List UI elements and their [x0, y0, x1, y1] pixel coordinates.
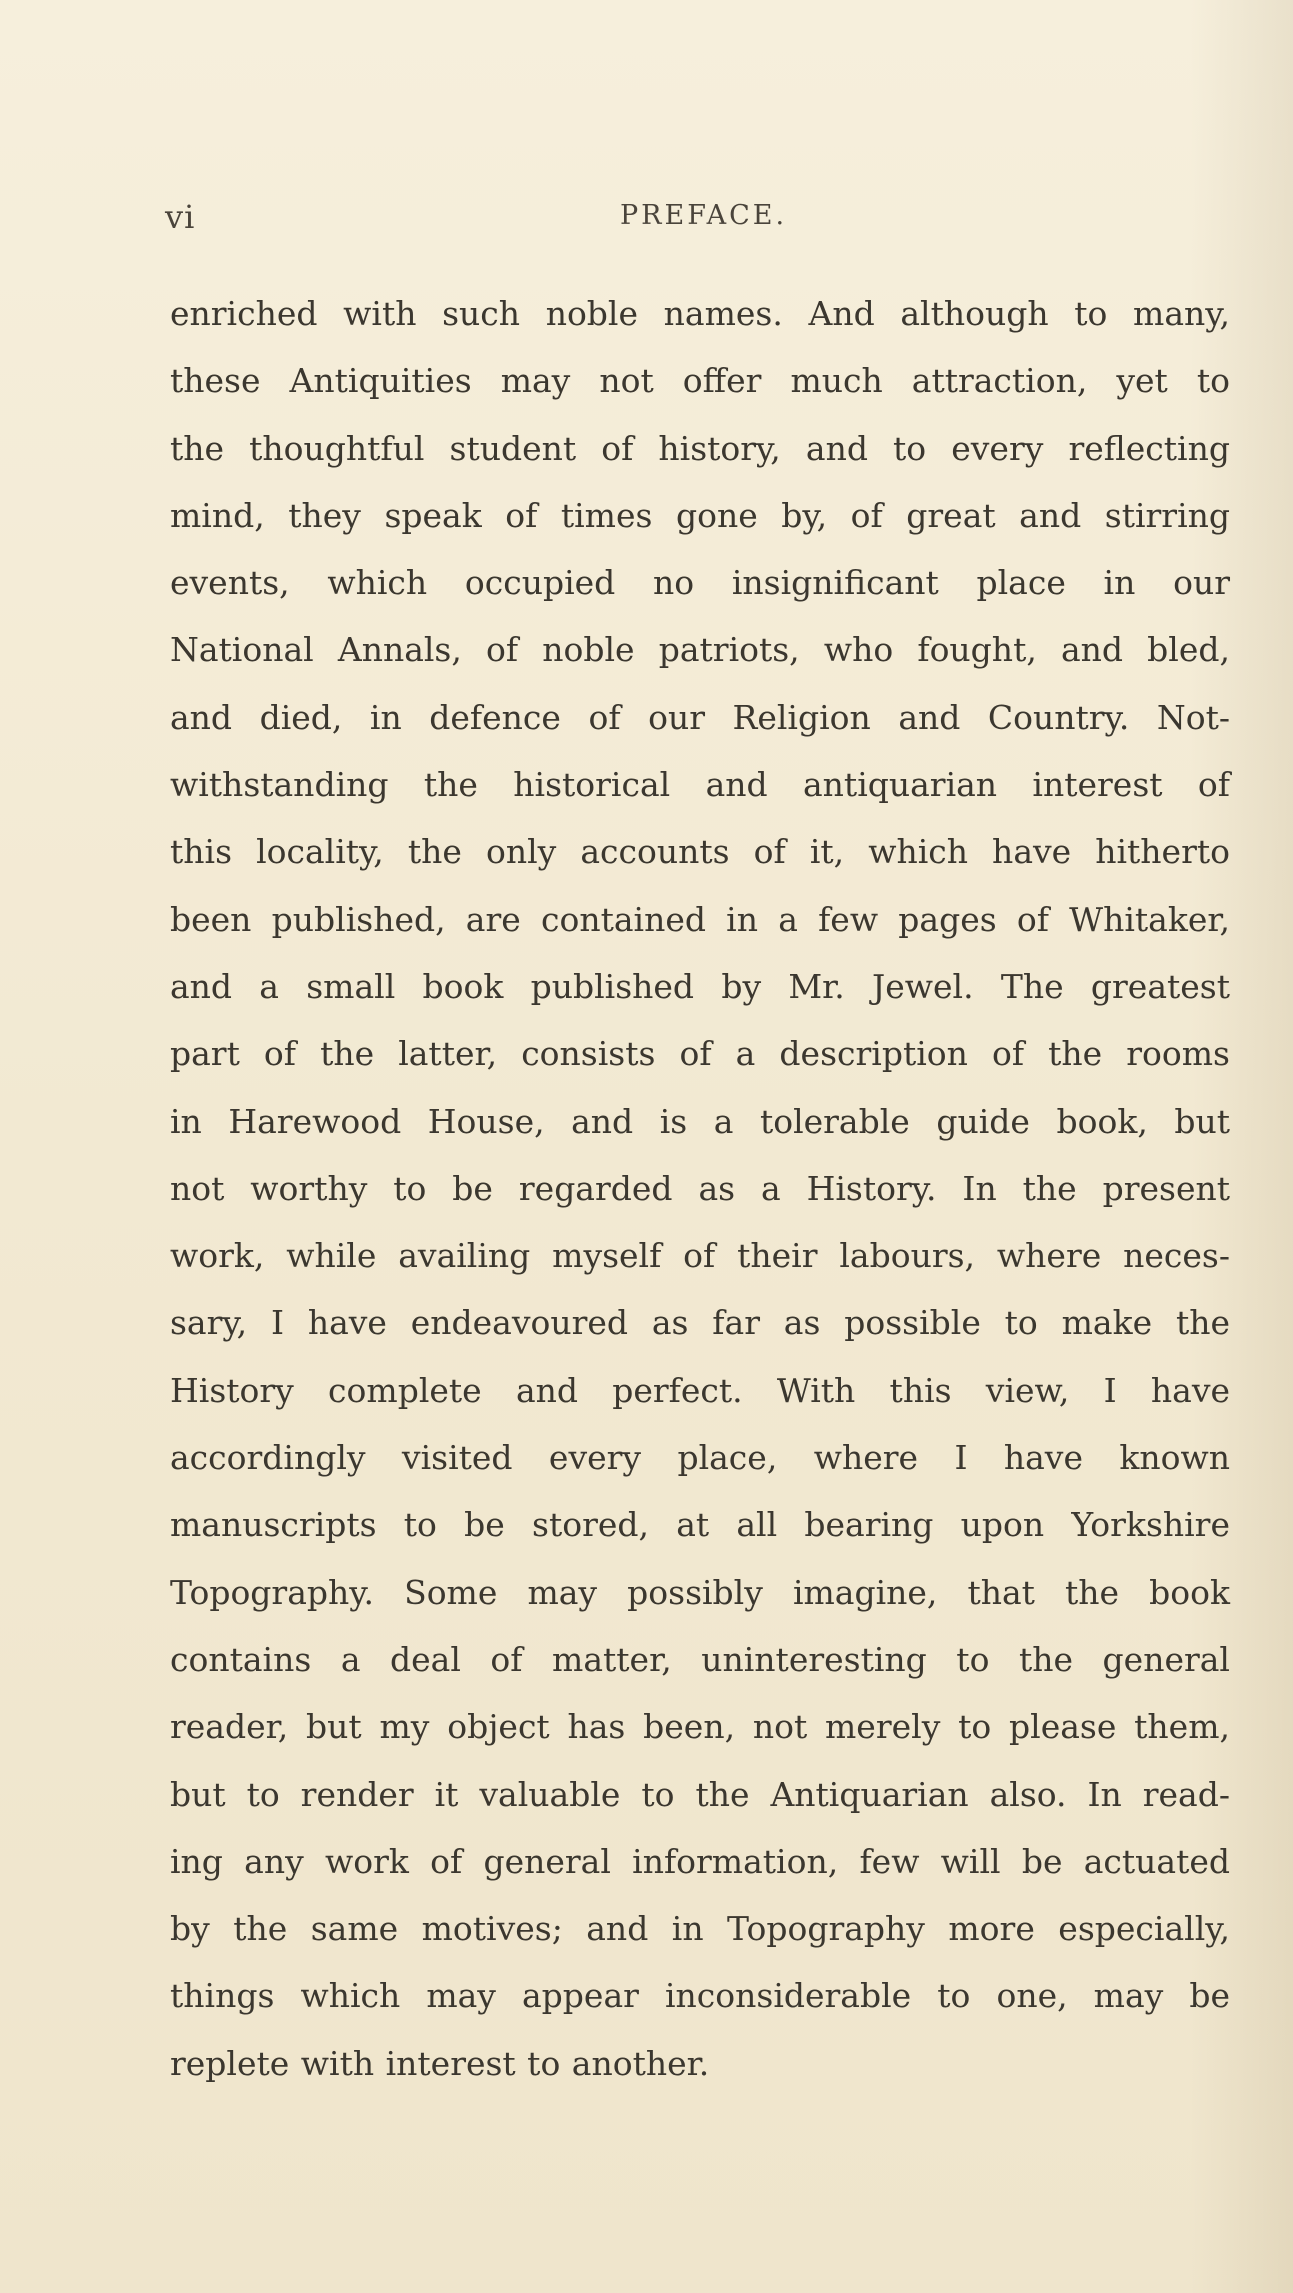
text-line: not worthy to be regarded as a History. In the present — [170, 1168, 1230, 1208]
text-line: withstanding the historical and antiquarian interest of — [170, 765, 1230, 805]
text-line: History complete and perfect. With this view, I have — [170, 1370, 1230, 1410]
text-line: part of the latter, consists of a description of the rooms — [170, 1034, 1230, 1074]
text-line: reader, but my object has been, not merely to please them, — [170, 1707, 1230, 1747]
text-line: events, which occupied no insignificant place in our — [170, 563, 1230, 603]
text-line: and died, in defence of our Religion and Country. Not- — [170, 697, 1230, 737]
text-line: ing any work of general information, few will be actuated — [170, 1841, 1230, 1881]
text-line: things which may appear inconsiderable to one, may be — [170, 1976, 1230, 2016]
text-line: National Annals, of noble patriots, who fought, and bled, — [170, 630, 1230, 670]
text-line: manuscripts to be stored, at all bearing upon Yorkshire — [170, 1505, 1230, 1545]
text-line: these Antiquities may not offer much attraction, yet to — [170, 361, 1230, 401]
text-line: and a small book published by Mr. Jewel. The greatest — [170, 966, 1230, 1006]
text-line: contains a deal of matter, uninteresting to the general — [170, 1639, 1230, 1679]
text-line: work, while availing myself of their labours, where neces- — [170, 1236, 1230, 1276]
running-title: PREFACE. — [620, 200, 788, 231]
text-line: by the same motives; and in Topography more especially, — [170, 1909, 1230, 1949]
page-number: vi — [165, 198, 196, 236]
text-line: been published, are contained in a few pages of Whitaker, — [170, 899, 1230, 939]
text-line: Topography. Some may possibly imagine, that the book — [170, 1572, 1230, 1612]
preface-body — [170, 280, 1230, 2097]
text-line: sary, I have endeavoured as far as possible to make the — [170, 1303, 1230, 1343]
text-line: replete with interest to another. — [170, 2043, 710, 2083]
text-line: the thoughtful student of history, and to every reflecting — [170, 428, 1230, 468]
text-line: in Harewood House, and is a tolerable guide book, but — [170, 1101, 1230, 1141]
running-head — [165, 198, 1235, 238]
text-line: mind, they speak of times gone by, of great and stirring — [170, 495, 1230, 535]
text-line: accordingly visited every place, where I have known — [170, 1438, 1230, 1478]
text-line: enriched with such noble names. And although to many, — [170, 294, 1230, 333]
text-line: this locality, the only accounts of it, which have hitherto — [170, 832, 1230, 872]
text-line: but to render it valuable to the Antiquarian also. In read- — [170, 1774, 1230, 1814]
